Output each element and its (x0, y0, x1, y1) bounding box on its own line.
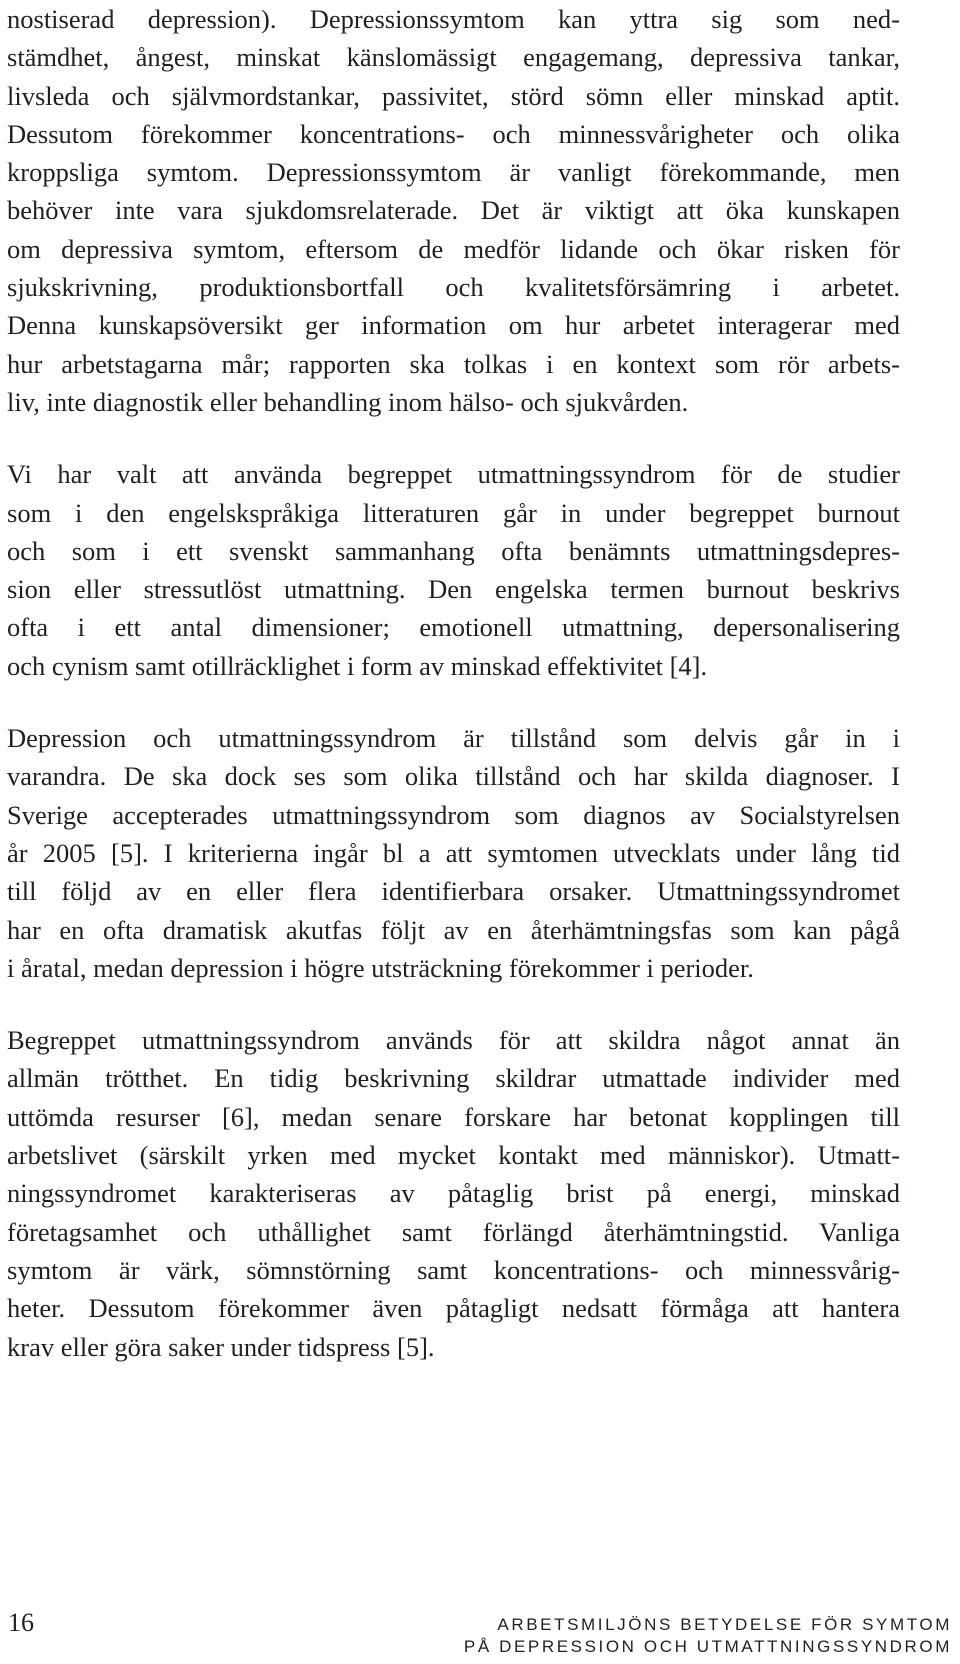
running-footer-line: ARBETSMILJÖNS BETYDELSE FÖR SYMTOM (497, 1615, 952, 1634)
text-line: sjukskrivning, produktionsbortfall och kvalitetsförsämring i arbetet. (7, 272, 900, 303)
text-line: och cynism samt otillräcklighet i form av minskad effektivitet [4]. (7, 650, 708, 681)
text-line: heter. Dessutom förekommer även påtagligt nedsatt förmåga att hantera (7, 1293, 900, 1324)
text-line: varandra. De ska dock ses som olika tillstånd och har skilda diagnoser. I (7, 761, 900, 792)
text-line: behöver inte vara sjukdomsrelaterade. Det är viktigt att öka kunskapen (7, 195, 900, 226)
paragraph-spacer (7, 987, 900, 1021)
text-line: som i den engelskspråkiga litteraturen går in under begreppet burnout (7, 497, 900, 528)
page-number: 16 (8, 1608, 34, 1637)
text-line: sion eller stressutlöst utmattning. Den engelska termen burnout beskrivs (7, 574, 900, 605)
running-footer-line: PÅ DEPRESSION OCH UTMATTNINGSSYNDROM (463, 1637, 952, 1656)
text-line: ningssyndromet karakteriseras av påtaglig brist på energi, minskad (7, 1178, 900, 1209)
text-line: symtom är värk, sömnstörning samt koncentrations- och minnessvårig- (7, 1254, 900, 1285)
text-line: i åratal, medan depression i högre utsträckning förekommer i perioder. (7, 952, 754, 983)
text-line: allmän trötthet. En tidig beskrivning skildrar utmattade individer med (7, 1063, 900, 1094)
document-body (7, 0, 900, 1366)
text-line: ofta i ett antal dimensioner; emotionell utmattning, depersonalisering (7, 612, 900, 643)
text-line: kroppsliga symtom. Depressionssymtom är vanligt förekommande, men (7, 157, 900, 188)
text-line: arbetslivet (särskilt yrken med mycket kontakt med människor). Utmatt- (7, 1140, 900, 1171)
text-line: Begreppet utmattningssyndrom används för att skildra något annat än (7, 1025, 900, 1056)
text-line: har en ofta dramatisk akutfas följt av en återhämtningsfas som kan pågå (7, 914, 900, 945)
paragraph-depression-symptoms (7, 0, 900, 421)
text-line: Depression och utmattningssyndrom är tillstånd som delvis går in i (7, 723, 900, 754)
text-line: Sverige accepterades utmattningssyndrom som diagnos av Socialstyrelsen (7, 799, 900, 830)
text-line: stämdhet, ångest, minskat känslomässigt engagemang, depressiva tankar, (7, 42, 900, 73)
text-line: Dessutom förekommer koncentrations- och minnessvårigheter och olika (7, 118, 900, 149)
text-line: till följd av en eller flera identifierbara orsaker. Utmattningssyndromet (7, 876, 900, 907)
text-line: år 2005 [5]. I kriterierna ingår bl a att symtomen utvecklats under lång tid (7, 837, 900, 868)
text-line: Denna kunskapsöversikt ger information om hur arbetet interagerar med (7, 310, 900, 341)
paragraph-burnout-definition (7, 455, 900, 685)
text-line: och som i ett svenskt sammanhang ofta benämnts utmattningsdepres- (7, 535, 900, 566)
running-footer-title (464, 1614, 952, 1658)
paragraph-spacer (7, 421, 900, 455)
text-line: Vi har valt att använda begreppet utmattningssyndrom för de studier (7, 459, 900, 490)
text-line: liv, inte diagnostik eller behandling inom hälso- och sjukvården. (7, 386, 689, 417)
paragraph-depression-vs-exhaustion (7, 719, 900, 987)
text-line: företagsamhet och uthållighet samt förlängd återhämtningstid. Vanliga (7, 1216, 900, 1247)
text-line: hur arbetstagarna mår; rapporten ska tolkas i en kontext som rör arbets- (7, 348, 900, 379)
text-line: livsleda och självmordstankar, passivitet, störd sömn eller minskad aptit. (7, 80, 900, 111)
text-line: om depressiva symtom, eftersom de medför lidande och ökar risken för (7, 233, 900, 264)
text-line: krav eller göra saker under tidspress [5]. (7, 1331, 435, 1362)
paragraph-spacer (7, 685, 900, 719)
paragraph-exhaustion-description (7, 1021, 900, 1366)
text-line: nostiserad depression). Depressionssymtom kan yttra sig som ned- (7, 4, 900, 34)
text-line: uttömda resurser [6], medan senare forskare har betonat kopplingen till (7, 1101, 900, 1132)
